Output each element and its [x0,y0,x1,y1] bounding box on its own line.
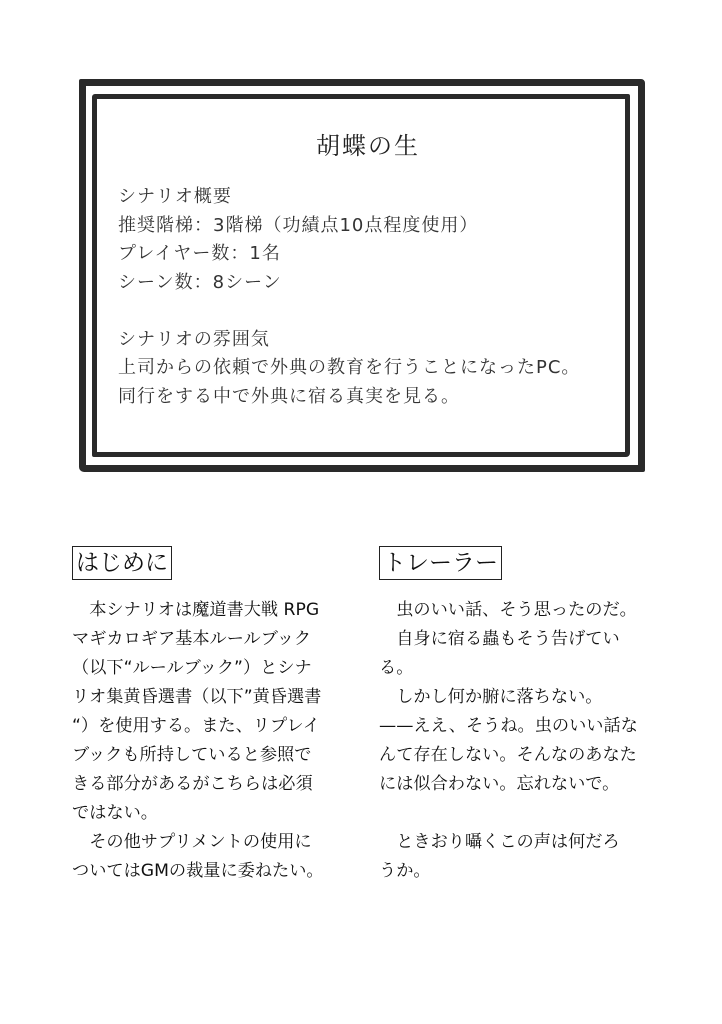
trailer-line: んて存在しない。そんなのあなた [379,745,637,765]
atmosphere-line: 同行をする中で外典に宿る真実を見る。 [118,385,460,407]
scene-count: シーン数：8シーン [118,271,282,293]
trailer-line: 自身に宿る蟲もそう告げてい [379,629,620,649]
trailer-line: しかし何か腑に落ちない。 [379,687,603,707]
trailer-line [379,799,655,828]
trailer-line: ときおり囁くこの声は何だろ [379,832,620,852]
intro-line: （以下“ルールブック”）とシナ [72,658,312,678]
trailer-line: ——ええ、そうね。虫のいい話な [379,716,638,736]
scenario-summary-box [118,126,618,411]
intro-line: ではない。 [72,803,158,823]
intro-line: きる部分があるがこちらは必須 [72,774,313,794]
trailer-line: 虫のいい話、そう思ったのだ。 [379,600,637,620]
scenario-title: 胡蝶の生 [316,132,420,160]
atmosphere-heading: シナリオの雰囲気 [118,328,270,350]
atmosphere-line: 上司からの依頼で外典の教育を行うことになったPC。 [118,357,581,378]
intro-line: 本シナリオは魔道書大戦 RPG [72,600,320,620]
intro-section [72,546,348,886]
spacer [118,297,618,326]
trailer-heading: トレーラー [379,546,502,580]
intro-line: リオ集黄昏選書（以下”黄昏選書 [72,687,322,707]
trailer-line: る。 [379,658,414,678]
player-count: プレイヤー数：1名 [118,243,281,264]
intro-line: マギカロギア基本ルールブック [72,629,312,649]
intro-line: ついてはGMの裁量に委ねたい。 [72,861,324,881]
trailer-section [379,546,655,886]
intro-line: “）を使用する。また、リプレイ [72,716,320,736]
trailer-line: うか。 [379,861,431,881]
recommended-rank: 推奨階梯：3階梯（功績点10点程度使用） [118,214,479,236]
trailer-line: には似合わない。忘れないで。 [379,774,620,794]
intro-heading: はじめに [72,546,172,580]
intro-line: ブックも所持していると参照で [72,745,312,765]
overview-heading: シナリオ概要 [118,186,232,207]
intro-line: その他サプリメントの使用に [72,832,312,852]
